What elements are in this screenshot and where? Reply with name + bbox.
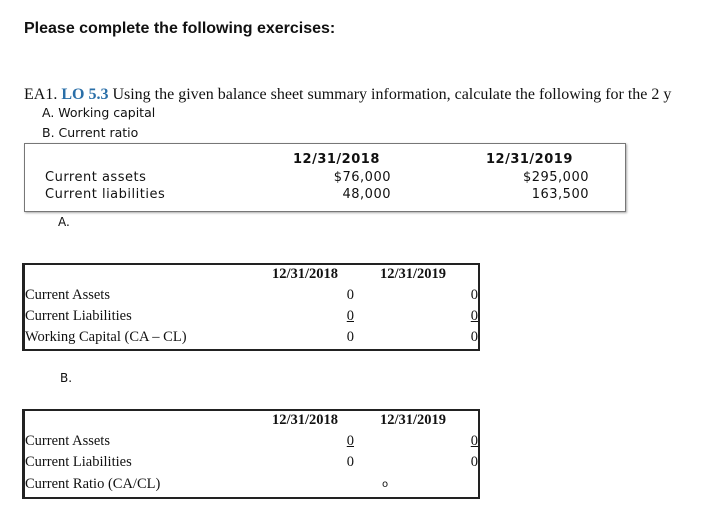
- ratio-value[interactable]: o: [382, 479, 389, 490]
- value-2019[interactable]: 0: [470, 454, 478, 470]
- working-capital-table: [22, 263, 480, 351]
- value-2019[interactable]: 0: [470, 308, 478, 324]
- header-2018: 12/31/2018: [293, 152, 380, 167]
- part-a-instruction: A. Working capital: [42, 105, 156, 120]
- value-2018[interactable]: 0: [346, 287, 354, 303]
- page-title: Please complete the following exercises:: [24, 20, 336, 37]
- row-label: Current Liabilities: [25, 454, 132, 470]
- value-2019: 163,500: [531, 187, 589, 202]
- header-2019: 12/31/2019: [380, 266, 447, 282]
- row-label: Current Liabilities: [25, 308, 132, 324]
- value-2018: 48,000: [342, 187, 391, 202]
- row-label: Current Assets: [25, 287, 110, 303]
- given-data-table: [24, 143, 626, 212]
- value-2018[interactable]: 0: [346, 308, 354, 324]
- value-2019[interactable]: 0: [470, 287, 478, 303]
- row-label: Working Capital (CA – CL): [25, 329, 187, 345]
- header-2018: 12/31/2018: [272, 412, 339, 428]
- current-ratio-table: [22, 409, 480, 499]
- question-text: [24, 86, 700, 104]
- value-2019[interactable]: 0: [470, 433, 478, 449]
- part-b-label: B.: [60, 371, 73, 385]
- row-label: Current Ratio (CA/CL): [25, 476, 161, 492]
- value-2018[interactable]: 0: [346, 329, 354, 345]
- header-2018: 12/31/2018: [272, 266, 339, 282]
- row-label: Current Assets: [25, 433, 110, 449]
- value-2019: $295,000: [522, 170, 589, 185]
- header-2019: 12/31/2019: [380, 412, 447, 428]
- question-body: Using the given balance sheet summary information, calculate the following for the 2 y: [108, 86, 672, 103]
- row-label: Current liabilities: [45, 187, 166, 202]
- value-2018[interactable]: 0: [346, 433, 354, 449]
- part-b-instruction: B. Current ratio: [42, 125, 139, 140]
- value-2018[interactable]: 0: [346, 454, 354, 470]
- value-2018: $76,000: [333, 170, 391, 185]
- row-label: Current assets: [45, 170, 147, 185]
- learning-objective: LO 5.3: [61, 86, 109, 103]
- question-id: EA1.: [24, 86, 58, 103]
- value-2019[interactable]: 0: [470, 329, 478, 345]
- part-a-label: A.: [58, 215, 70, 229]
- header-2019: 12/31/2019: [486, 152, 573, 167]
